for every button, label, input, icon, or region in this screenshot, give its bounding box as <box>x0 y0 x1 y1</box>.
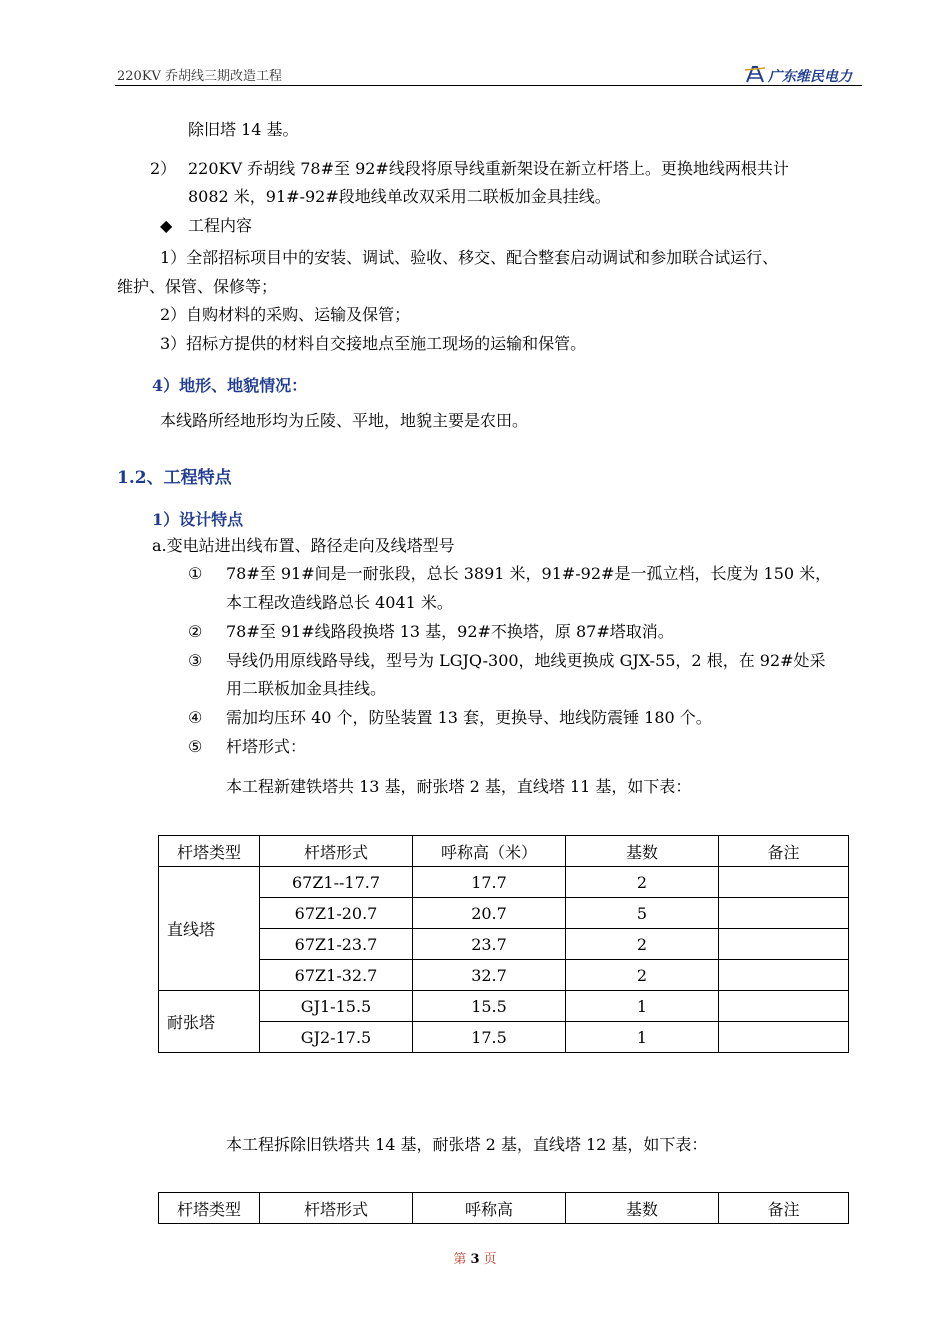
table-row <box>159 991 849 1022</box>
note-cell <box>719 1022 849 1053</box>
new-tower-table <box>158 835 849 1053</box>
tower-form-cell: GJ1-15.5 <box>260 991 413 1022</box>
company-logo <box>745 65 852 87</box>
page-prefix: 第 <box>453 1252 467 1267</box>
page-number-footer <box>0 1248 950 1267</box>
removed-tower-table <box>158 1192 849 1224</box>
content-item-1-line2: 维护、保管、保修等； <box>117 277 278 296</box>
item-3-line1: 导线仍用原线路导线，型号为 LGJQ-300，地线更换成 GJX-55，2 根，在 92#处采 <box>226 651 826 670</box>
table-header-cell: 杆塔形式 <box>260 1193 413 1224</box>
table-header-cell: 呼称高 <box>413 1193 566 1224</box>
count-cell: 1 <box>566 1022 719 1053</box>
count-cell: 2 <box>566 929 719 960</box>
note-cell <box>719 929 849 960</box>
item-4-text: 需加均压环 40 个，防坠装置 13 套，更换导、地线防震锤 180 个。 <box>226 708 712 727</box>
count-cell: 1 <box>566 991 719 1022</box>
item-3-line2: 用二联板加金具挂线。 <box>226 679 387 698</box>
design-heading: 1）设计特点 <box>152 510 244 529</box>
item-5-text: 杆塔形式： <box>226 737 307 756</box>
tower-form-cell: 67Z1-23.7 <box>260 929 413 960</box>
table-row <box>159 960 849 991</box>
table-header-row <box>159 836 849 867</box>
diamond-bullet-icon: ◆ <box>160 216 173 235</box>
item-2-line1: 220KV 乔胡线 78#至 92#线段将原导线重新架设在新立杆塔上。更换地线两根共计 <box>188 159 789 178</box>
table-header-cell: 杆塔类型 <box>159 1193 260 1224</box>
item-2-line2: 8082 米，91#-92#段地线单改双采用二联板加金具挂线。 <box>188 187 611 206</box>
tower-type-cell: 直线塔 <box>159 867 260 991</box>
terrain-text: 本线路所经地形均为丘陵、平地，地貌主要是农田。 <box>160 411 529 430</box>
item-4-marker: ④ <box>188 708 203 727</box>
tower-form-cell: GJ2-17.5 <box>260 1022 413 1053</box>
item-3-marker: ③ <box>188 651 203 670</box>
tower-form-cell: 67Z1-32.7 <box>260 960 413 991</box>
page-suffix: 页 <box>483 1252 497 1267</box>
table-header-cell: 基数 <box>566 1193 719 1224</box>
count-cell: 2 <box>566 867 719 898</box>
item-1-line1: 78#至 91#间是一耐张段，总长 3891 米，91#-92#是一孤立档，长度为 150 米， <box>226 564 832 583</box>
company-name: 广东维民电力 <box>768 69 852 85</box>
nominal-height-cell: 17.7 <box>413 867 566 898</box>
note-cell <box>719 867 849 898</box>
nominal-height-cell: 20.7 <box>413 898 566 929</box>
tower-form-cell: 67Z1--17.7 <box>260 867 413 898</box>
table-header-cell: 备注 <box>719 1193 849 1224</box>
table-header-cell: 杆塔类型 <box>159 836 260 867</box>
tower-type-cell: 耐张塔 <box>159 991 260 1053</box>
page-number: 3 <box>470 1252 480 1267</box>
count-cell: 5 <box>566 898 719 929</box>
table-header-cell: 备注 <box>719 836 849 867</box>
nominal-height-cell: 17.5 <box>413 1022 566 1053</box>
nominal-height-cell: 15.5 <box>413 991 566 1022</box>
paragraph-demolish-count: 除旧塔 14 基。 <box>188 120 299 139</box>
table-header-cell: 呼称高（米） <box>413 836 566 867</box>
note-cell <box>719 898 849 929</box>
document-header-title: 220KV 乔胡线三期改造工程 <box>117 69 283 84</box>
header-divider <box>115 85 862 86</box>
item-1-marker: ① <box>188 564 203 583</box>
section-title: 1.2、工程特点 <box>117 468 232 488</box>
tower-form-cell: 67Z1-20.7 <box>260 898 413 929</box>
table-row <box>159 929 849 960</box>
sub-heading-a: a.变电站进出线布置、路径走向及线塔型号 <box>152 536 455 555</box>
item-2-text: 78#至 91#线路段换塔 13 基，92#不换塔，原 87#塔取消。 <box>226 622 674 641</box>
new-towers-summary: 本工程新建铁塔共 13 基，耐张塔 2 基，直线塔 11 基，如下表： <box>226 777 692 796</box>
content-item-2: 2）自购材料的采购、运输及保管； <box>160 305 411 324</box>
table-header-cell: 基数 <box>566 836 719 867</box>
item-2-number: 2） <box>150 159 177 178</box>
item-2-marker: ② <box>188 622 203 641</box>
table-row <box>159 898 849 929</box>
power-tower-logo-icon <box>745 65 765 87</box>
content-item-3: 3）招标方提供的材料自交接地点至施工现场的运输和保管。 <box>160 334 587 353</box>
note-cell <box>719 991 849 1022</box>
item-5-marker: ⑤ <box>188 737 203 756</box>
nominal-height-cell: 23.7 <box>413 929 566 960</box>
note-cell <box>719 960 849 991</box>
table-row <box>159 867 849 898</box>
item-1-line2: 本工程改造线路总长 4041 米。 <box>226 593 453 612</box>
terrain-heading: 4）地形、地貌情况： <box>152 376 308 395</box>
nominal-height-cell: 32.7 <box>413 960 566 991</box>
old-towers-summary: 本工程拆除旧铁塔共 14 基，耐张塔 2 基，直线塔 12 基，如下表： <box>226 1135 708 1154</box>
content-item-1-line1: 1）全部招标项目中的安装、调试、验收、移交、配合整套启动调试和参加联合试运行、 <box>160 248 779 267</box>
table-header-row <box>159 1193 849 1224</box>
table-row <box>159 1022 849 1053</box>
content-title: 工程内容 <box>188 216 253 235</box>
table-header-cell: 杆塔形式 <box>260 836 413 867</box>
count-cell: 2 <box>566 960 719 991</box>
